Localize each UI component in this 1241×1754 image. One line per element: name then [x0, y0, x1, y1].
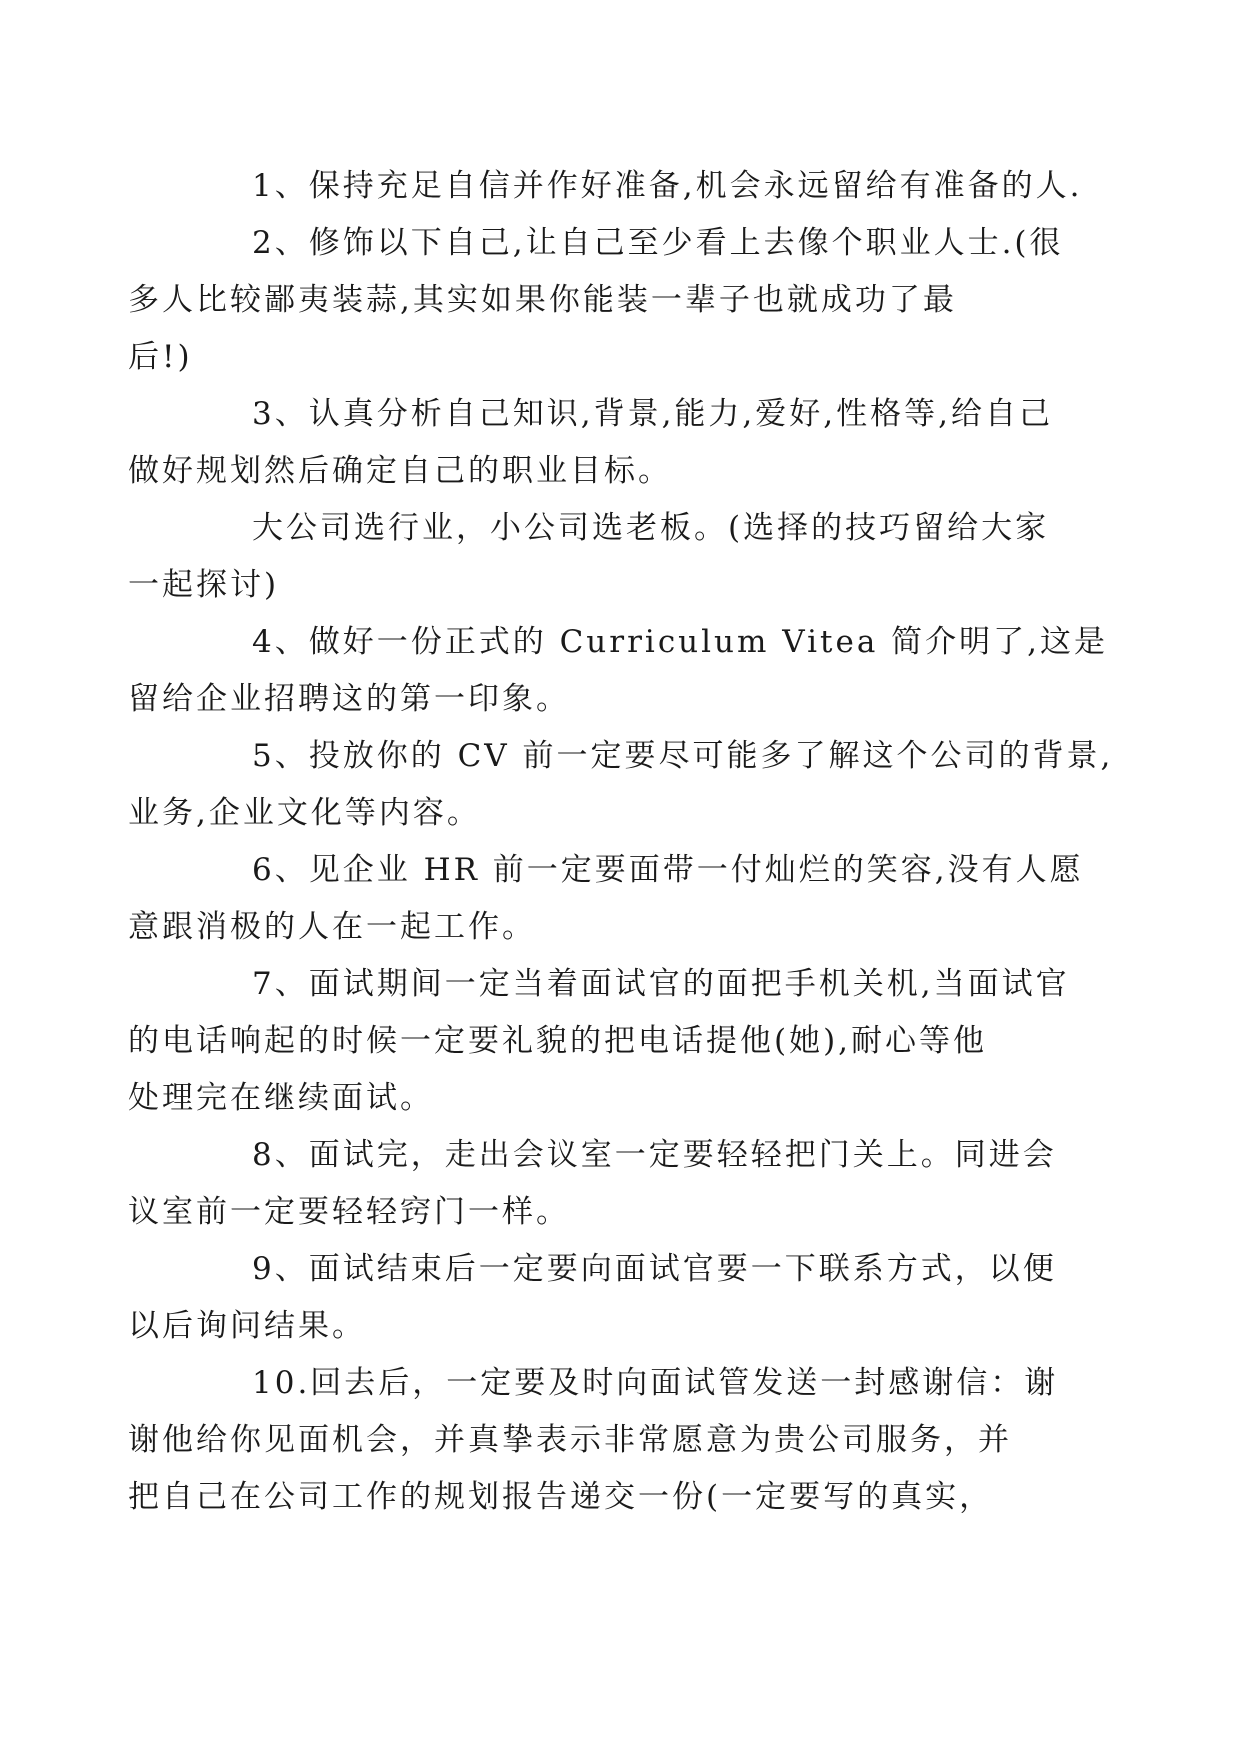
paragraph-4	[128, 500, 1060, 614]
paragraph-line: 业务,企业文化等内容。	[128, 795, 481, 831]
paragraph-line: 6、见企业 HR 前一定要面带一付灿烂的笑容,没有人愿	[252, 852, 1084, 888]
paragraph-line: 议室前一定要轻轻窍门一样。	[128, 1194, 570, 1230]
paragraph-11	[128, 1355, 1060, 1526]
paragraph-9	[128, 1127, 1060, 1241]
paragraph-line: 3、认真分析自己知识,背景,能力,爱好,性格等,给自己	[252, 396, 1053, 432]
paragraph-5	[128, 614, 1109, 728]
paragraph-line: 留给企业招聘这的第一印象。	[128, 681, 570, 717]
paragraph-3	[128, 386, 1060, 500]
paragraph-line: 处理完在继续面试。	[128, 1080, 434, 1116]
paragraph-line: 2、修饰以下自己,让自己至少看上去像个职业人士.(很	[252, 225, 1064, 261]
paragraph-2	[128, 215, 1064, 386]
paragraph-line: 后!)	[128, 339, 193, 375]
paragraph-line: 谢他给你见面机会，并真挚表示非常愿意为贵公司服务，并	[128, 1422, 1012, 1458]
paragraph-line: 8、面试完，走出会议室一定要轻轻把门关上。同进会	[252, 1137, 1057, 1173]
paragraph-6	[128, 728, 1114, 842]
paragraph-line: 把自己在公司工作的规划报告递交一份(一定要写的真实，	[128, 1479, 994, 1515]
paragraph-8	[128, 956, 1070, 1127]
paragraph-line: 一起探讨)	[128, 567, 280, 603]
paragraph-line: 做好规划然后确定自己的职业目标。	[128, 453, 672, 489]
paragraph-line: 7、面试期间一定当着面试官的面把手机关机,当面试官	[252, 966, 1070, 1002]
paragraph-7	[128, 842, 1084, 956]
paragraph-line: 4、做好一份正式的 Curriculum Vitea 简介明了,这是	[252, 624, 1109, 660]
paragraph-line: 1、保持充足自信并作好准备,机会永远留给有准备的人.	[252, 168, 1083, 204]
paragraph-line: 10.回去后，一定要及时向面试管发送一封感谢信：谢	[252, 1365, 1059, 1401]
paragraph-line: 大公司选行业，小公司选老板。(选择的技巧留给大家	[252, 510, 1050, 546]
paragraph-line: 以后询问结果。	[128, 1308, 366, 1344]
paragraph-line: 9、面试结束后一定要向面试官要一下联系方式，以便	[252, 1251, 1057, 1287]
paragraph-line: 的电话响起的时候一定要礼貌的把电话提他(她),耐心等他	[128, 1023, 988, 1059]
paragraph-10	[128, 1241, 1060, 1355]
paragraph-line: 多人比较鄙夷装蒜,其实如果你能装一辈子也就成功了最	[128, 282, 957, 318]
paragraph-line: 意跟消极的人在一起工作。	[128, 909, 536, 945]
paragraph-line: 5、投放你的 CV 前一定要尽可能多了解这个公司的背景,	[252, 738, 1114, 774]
document-body	[128, 158, 1114, 1526]
paragraph-1	[190, 158, 1083, 215]
